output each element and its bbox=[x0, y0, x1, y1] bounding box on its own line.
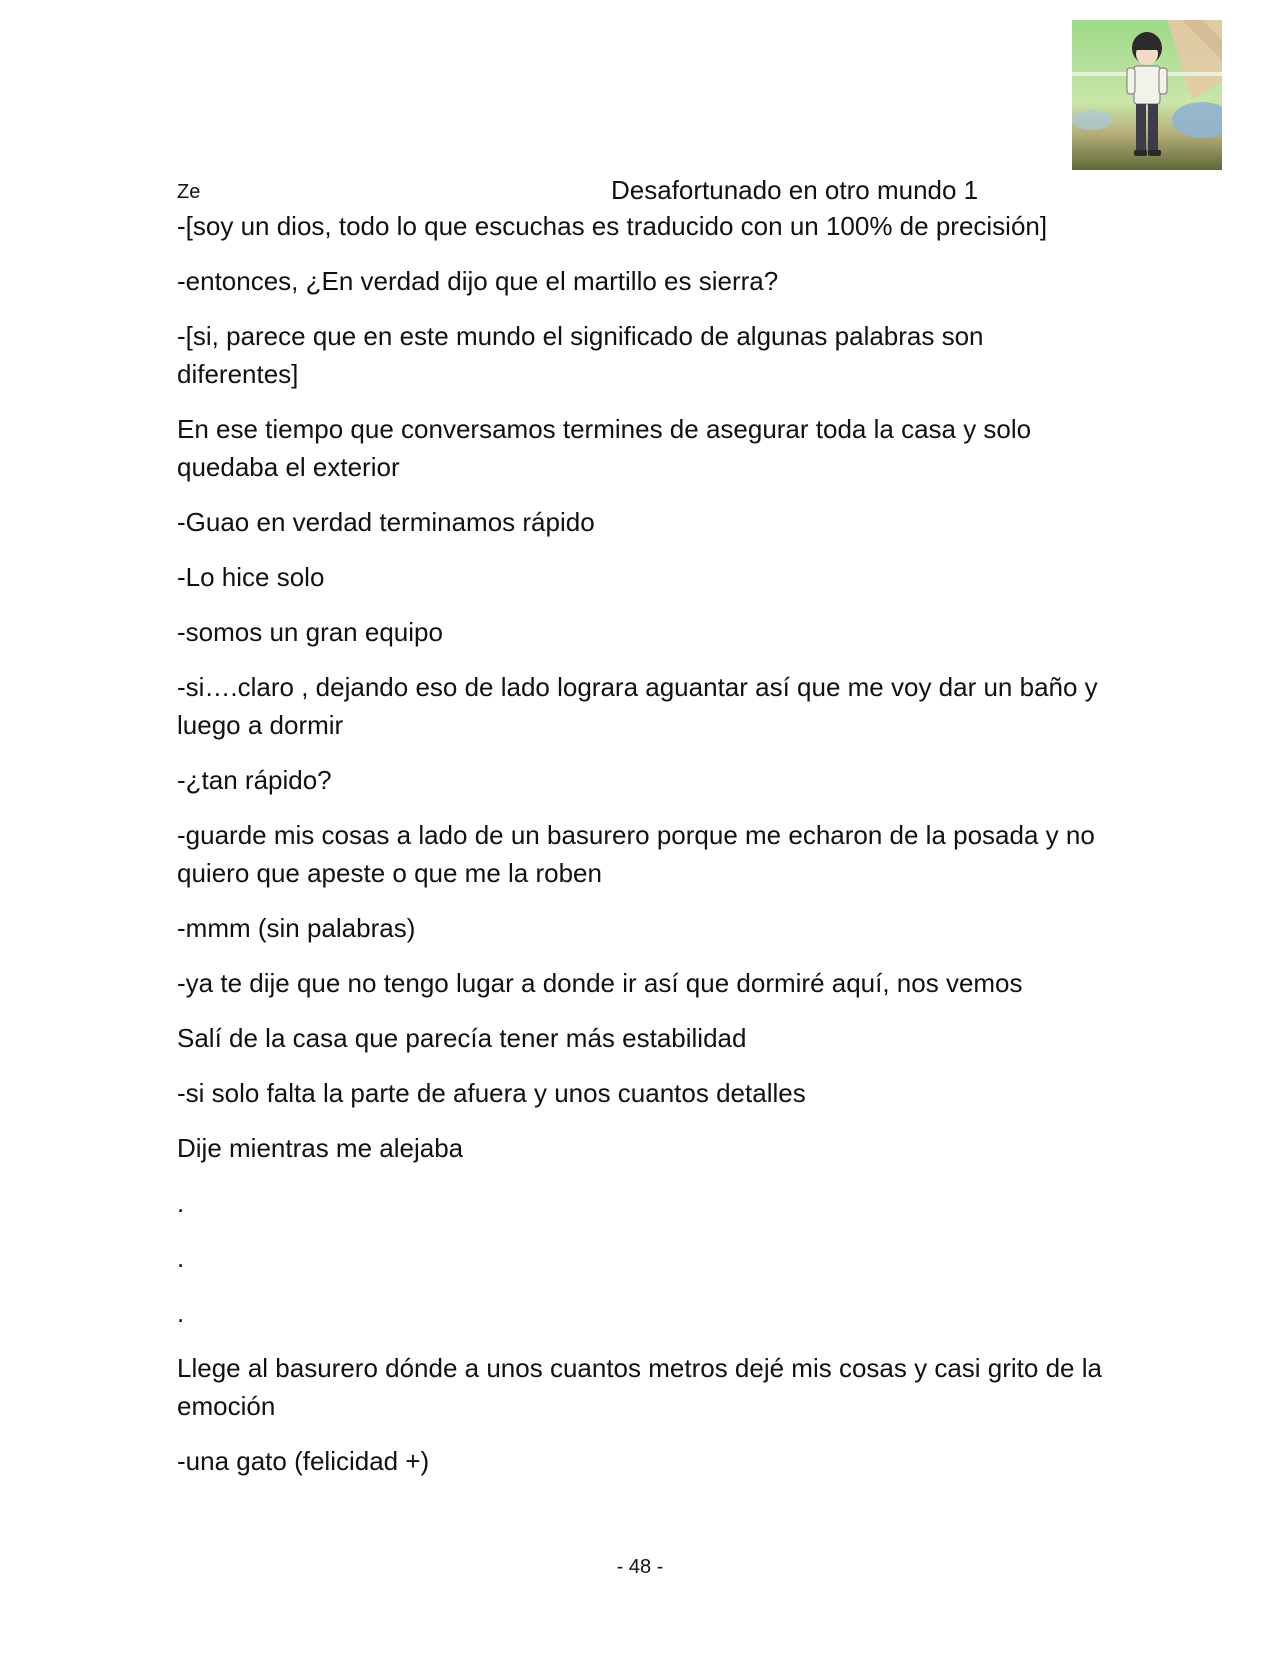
header-author: Ze bbox=[177, 181, 201, 203]
paragraph: -si solo falta la parte de afuera y unos cuantos detalles bbox=[177, 1078, 806, 1108]
paragraph: En ese tiempo que conversamos termines de asegurar toda la casa y solo quedaba el exterior bbox=[177, 414, 1032, 482]
paragraph: -¿tan rápido? bbox=[177, 765, 332, 795]
paragraph: -[soy un dios, todo lo que escuchas es traducido con un 100% de precisión] bbox=[177, 211, 1048, 241]
header-title: Desafortunado en otro mundo 1 bbox=[611, 175, 979, 205]
anime-character-illustration bbox=[1072, 20, 1222, 170]
paragraph: -si….claro , dejando eso de lado lograra aguantar así que me voy dar un baño y luego a dormir bbox=[177, 672, 1098, 740]
paragraph: -entonces, ¿En verdad dijo que el martillo es sierra? bbox=[177, 266, 779, 296]
paragraph: -Lo hice solo bbox=[177, 562, 325, 592]
scene-break-dot: . bbox=[177, 1298, 185, 1328]
body-text bbox=[177, 207, 1107, 1497]
page-number: - 48 - bbox=[616, 1556, 664, 1578]
paragraph: -una gato (felicidad +) bbox=[177, 1446, 430, 1476]
paragraph: -[si, parece que en este mundo el significado de algunas palabras son diferentes] bbox=[177, 321, 984, 389]
paragraph: -guarde mis cosas a lado de un basurero porque me echaron de la posada y no quiero que apeste o que me la roben bbox=[177, 820, 1095, 888]
paragraph: Llege al basurero dónde a unos cuantos metros dejé mis cosas y casi grito de la emoción bbox=[177, 1353, 1102, 1421]
scene-break-dot: . bbox=[177, 1243, 185, 1273]
header-illustration bbox=[1072, 20, 1222, 170]
scene-break-dot: . bbox=[177, 1188, 185, 1218]
paragraph: -somos un gran equipo bbox=[177, 617, 443, 647]
paragraph: -ya te dije que no tengo lugar a donde ir así que dormiré aquí, nos vemos bbox=[177, 968, 1023, 998]
paragraph: -Guao en verdad terminamos rápido bbox=[177, 507, 595, 537]
paragraph: -mmm (sin palabras) bbox=[177, 913, 416, 943]
paragraph: Salí de la casa que parecía tener más estabilidad bbox=[177, 1023, 747, 1053]
paragraph: Dije mientras me alejaba bbox=[177, 1133, 464, 1163]
